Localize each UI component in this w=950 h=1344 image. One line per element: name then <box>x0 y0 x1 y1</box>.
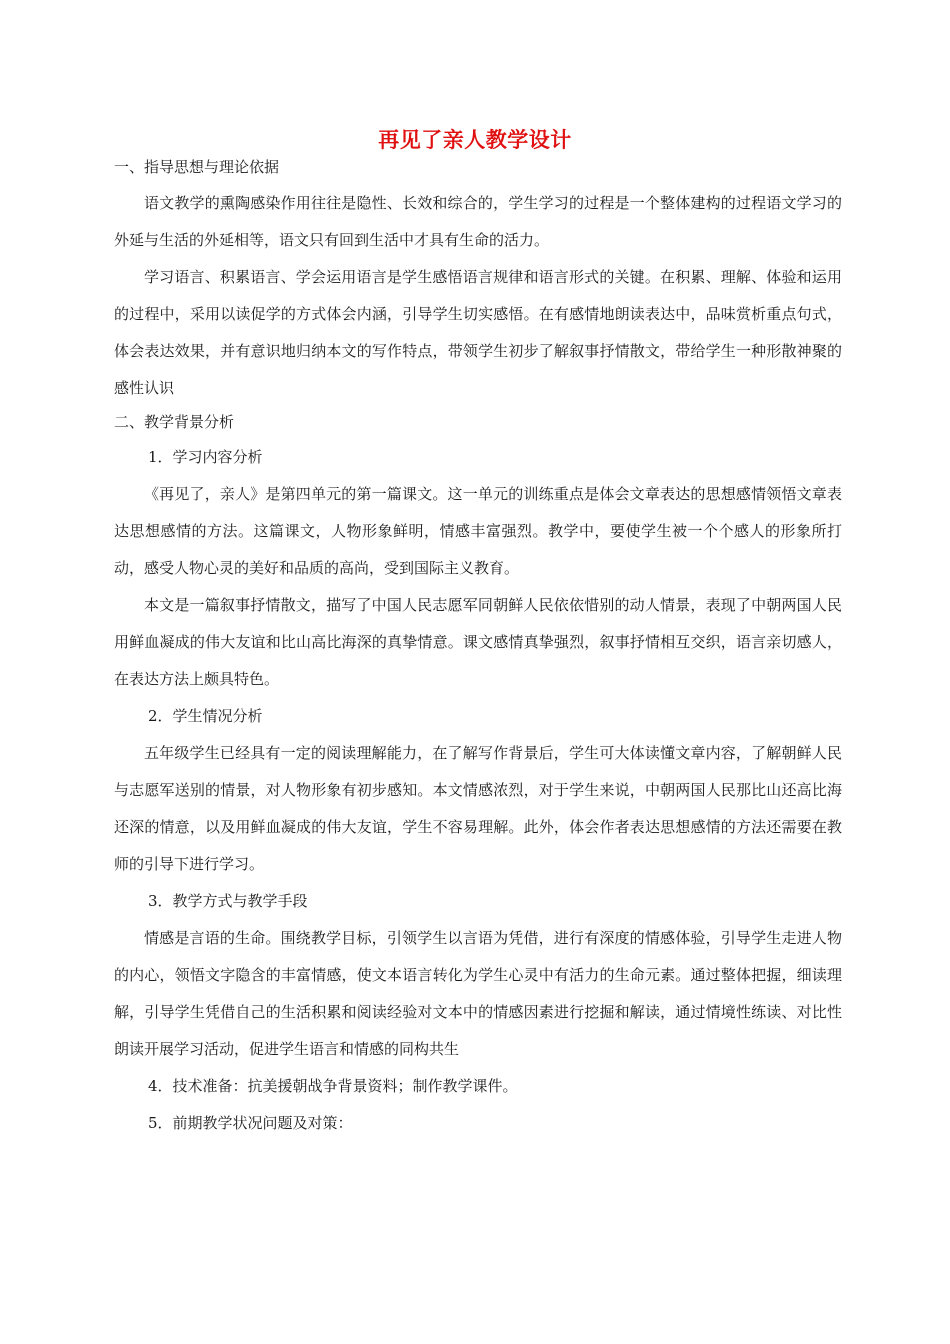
subsection-label: 5．前期教学状况问题及对策： <box>148 1114 353 1132</box>
paragraph: 情感是言语的生命。围绕教学目标，引领学生以言语为凭借，进行有深度的情感体验，引导学生走进人物的内心，领悟文字隐含的丰富情感，使文本语言转化为学生心灵中有活力的生命元素。通过整体把握，细读理解，引导学生凭借自己的生活积累和阅读经验对文本中的情感因素进行挖掘和解读，通过情境性练读、对比性朗读开展学习活动，促进学生语言和情感的同构共生 <box>114 929 842 1058</box>
paragraph: 本文是一篇叙事抒情散文，描写了中国人民志愿军同朝鲜人民依依惜别的动人情景，表现了中朝两国人民用鲜血凝成的伟大友谊和比山高比海深的真挚情意。课文感情真挚强烈，叙事抒情相互交织，语言亲切感人，在表达方法上颇具特色。 <box>114 596 842 688</box>
document-title: 再见了亲人教学设计 <box>378 128 572 152</box>
paragraph: 语文教学的熏陶感染作用往往是隐性、长效和综合的，学生学习的过程是一个整体建构的过程语文学习的外延与生活的外延相等，语文只有回到生活中才具有生命的活力。 <box>114 194 842 249</box>
section-heading-2: 二、教学背景分析 <box>114 413 235 431</box>
subsection-label: 2．学生情况分析 <box>148 707 263 725</box>
subsection-label: 1．学习内容分析 <box>148 448 263 466</box>
paragraph: 《再见了，亲人》是第四单元的第一篇课文。这一单元的训练重点是体会文章表达的思想感情领悟文章表达思想感情的方法。这篇课文，人物形象鲜明，情感丰富强烈。教学中，要使学生被一个个感人的形象所打动，感受人物心灵的美好和品质的高尚，受到国际主义教育。 <box>114 485 842 577</box>
document-body <box>114 156 842 1142</box>
paragraph: 五年级学生已经具有一定的阅读理解能力，在了解写作背景后，学生可大体读懂文章内容，了解朝鲜人民与志愿军送别的情景，对人物形象有初步感知。本文情感浓烈，对于学生来说，中朝两国人民那比山还高比海还深的情意，以及用鲜血凝成的伟大友谊，学生不容易理解。此外，体会作者表达思想感情的方法还需要在教师的引导下进行学习。 <box>114 744 842 873</box>
paragraph: 学习语言、积累语言、学会运用语言是学生感悟语言规律和语言形式的关键。在积累、理解、体验和运用的过程中，采用以读促学的方式体会内涵，引导学生切实感悟。在有感情地朗读表达中，品味赏析重点句式，体会表达效果，并有意识地归纳本文的写作特点，带领学生初步了解叙事抒情散文，带给学生一种形散神聚的感性认识 <box>114 268 842 397</box>
subsection-label: 4．技术准备：抗美援朝战争背景资料；制作教学课件。 <box>148 1077 518 1095</box>
subsection-label: 3．教学方式与教学手段 <box>148 892 308 910</box>
section-heading-1: 一、指导思想与理论依据 <box>114 158 280 176</box>
